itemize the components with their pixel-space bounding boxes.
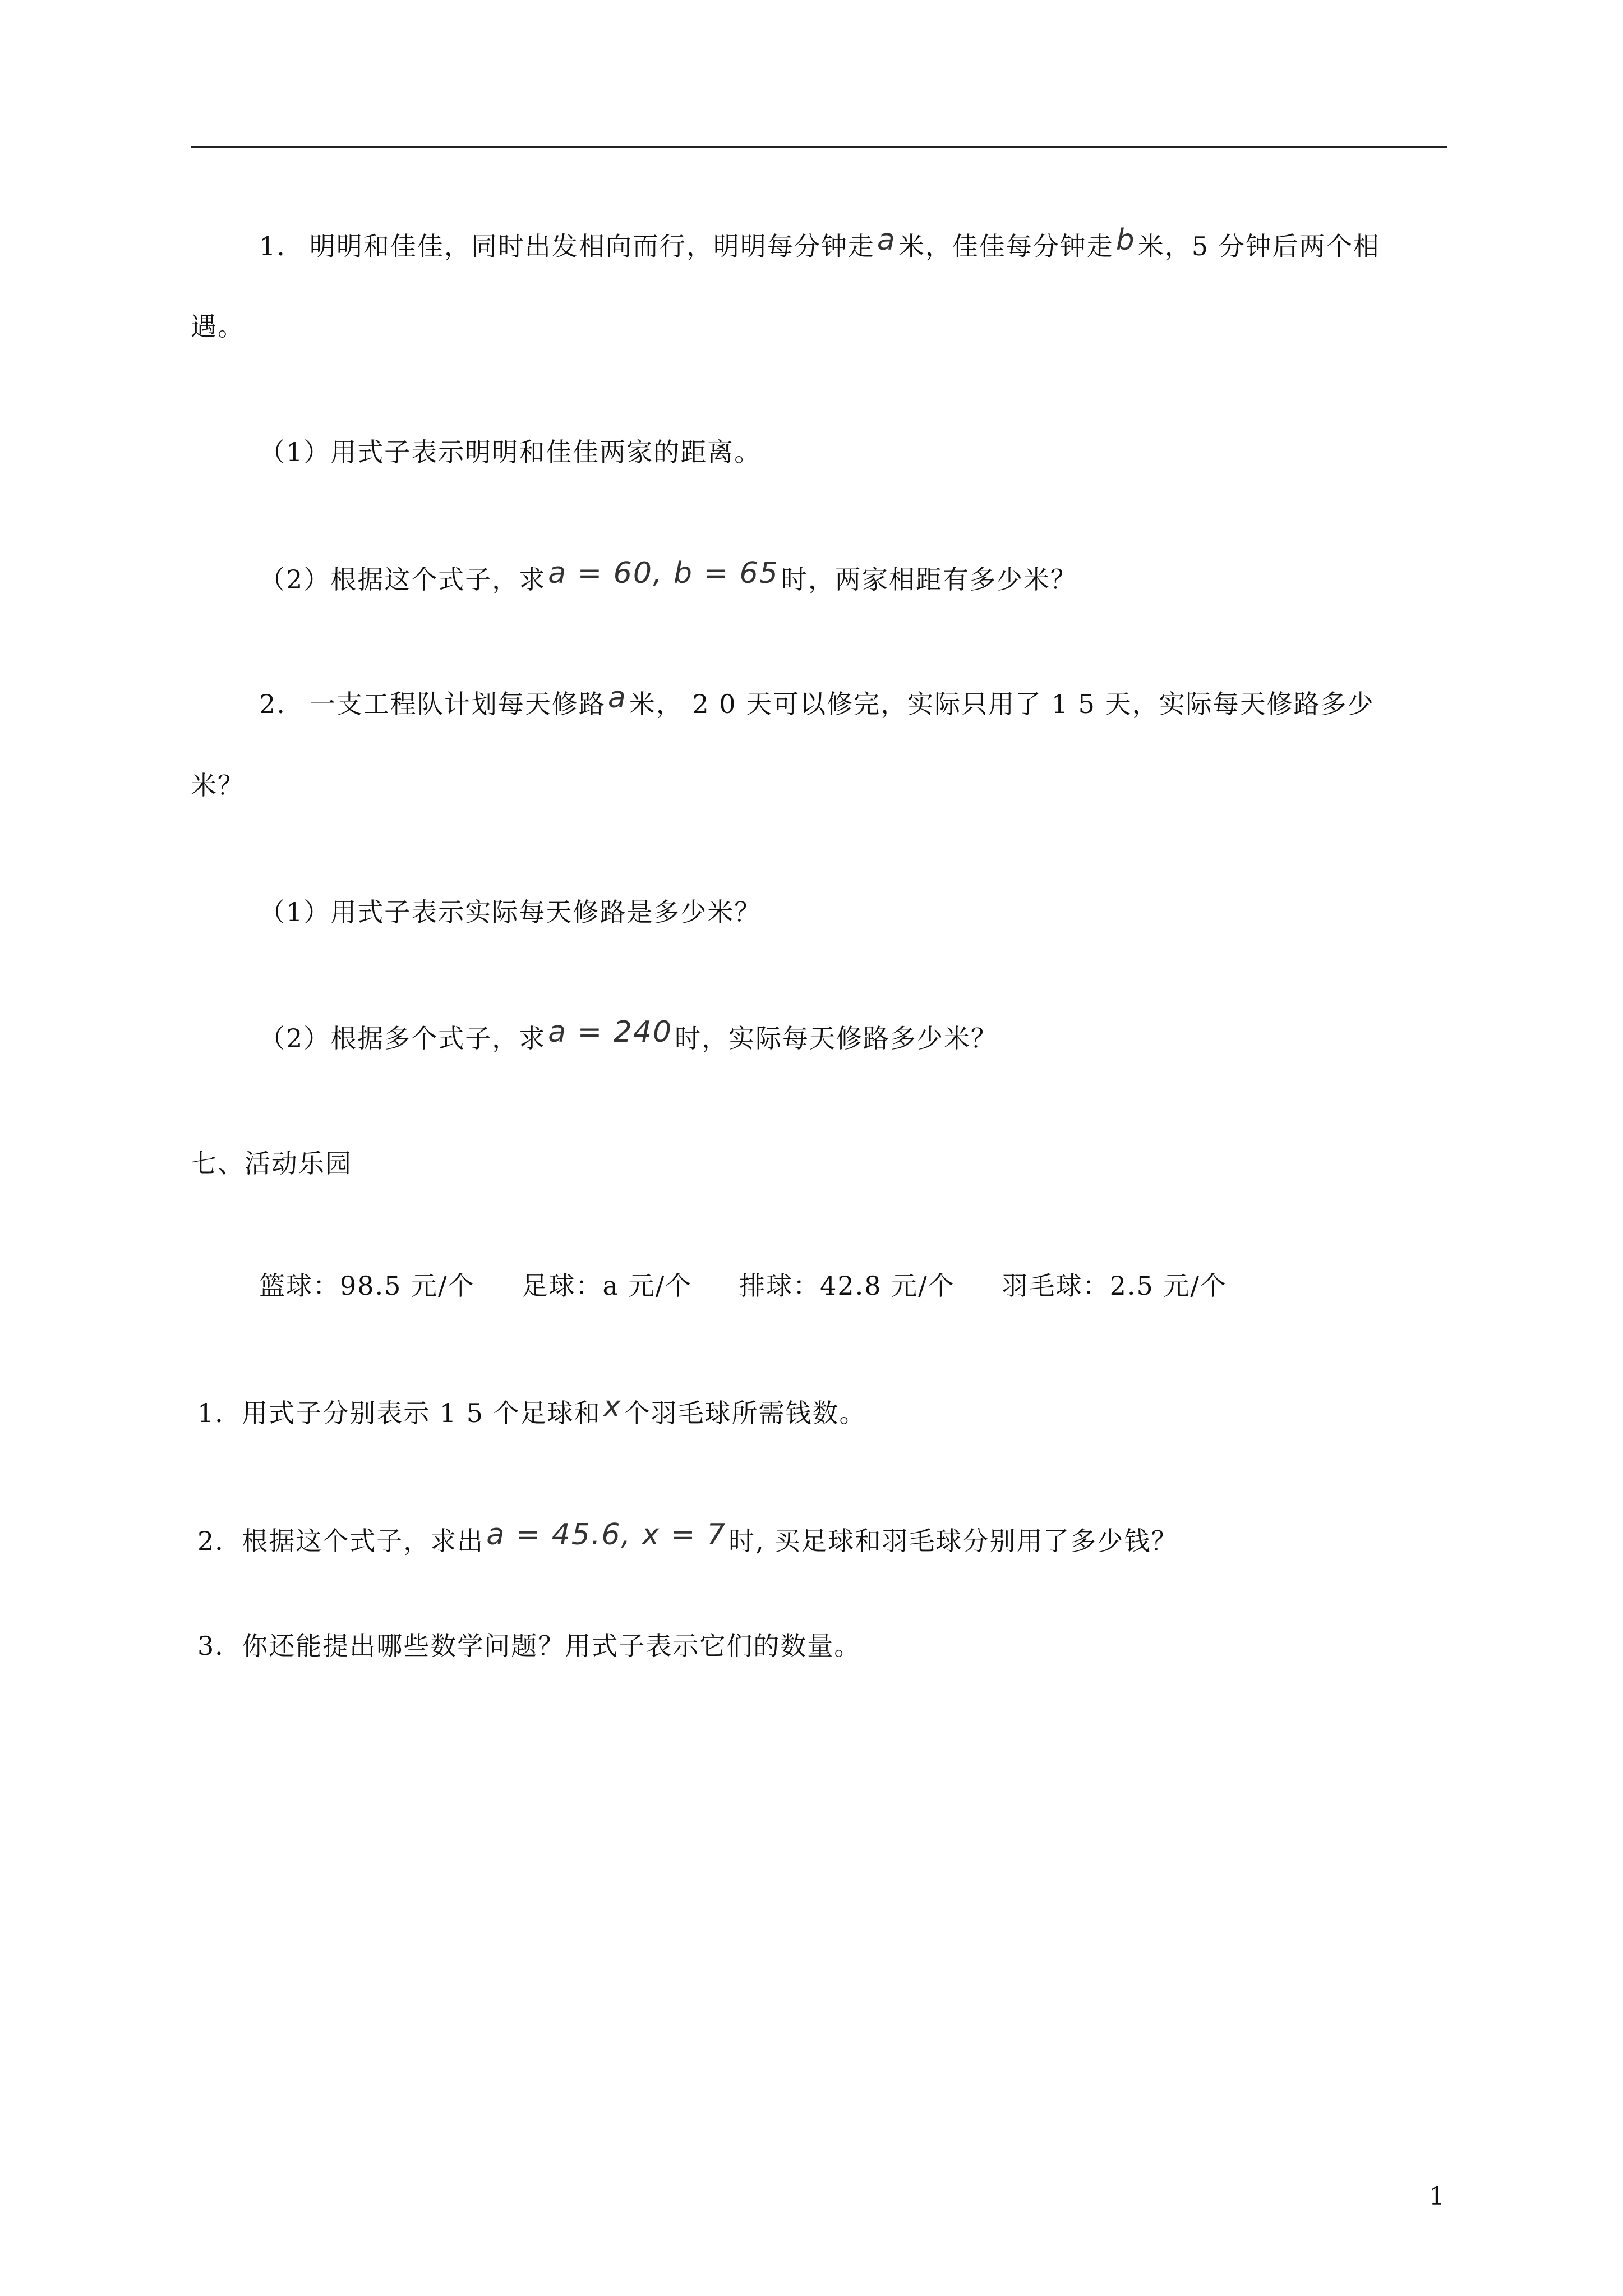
problem-1-line-2: 遇。 [191,311,245,342]
problem-2-q2-text-b: 时，实际每天修路多少米？ [675,1023,998,1053]
activity-question-1 [197,1390,866,1430]
activity-q1-var-x: x [603,1390,622,1424]
activity-q2-text-a: 2．根据这个式子，求出 [197,1526,485,1556]
problem-1-subquestion-2 [259,556,1077,596]
problem-2-var-a: a [607,681,627,715]
problem-1-var-b: b [1115,223,1136,257]
problem-1-text-b: 米，佳佳每分钟走 [898,231,1114,261]
page-number: 1 [1429,2182,1445,2211]
problem-1-q2-text-b: 时，两家相距有多少米？ [781,564,1077,595]
price-basketball: 篮球：98.5 元/个 [259,1271,475,1301]
price-shuttlecock: 羽毛球：2.5 元/个 [1002,1271,1227,1301]
problem-1-var-a: a [877,223,896,257]
header-rule [191,146,1447,148]
problem-1-text-a: 明明和佳佳，同时出发相向而行，明明每分钟走 [309,231,875,261]
problem-1-subquestion-1: （1）用式子表示明明和佳佳两家的距离。 [259,437,762,467]
problem-1-q2-text-a: （2）根据这个式子，求 [259,564,546,595]
activity-q1-text-b: 个羽毛球所需钱数。 [624,1398,866,1428]
problem-2-subquestion-2 [259,1015,998,1055]
section-title: 七、活动乐园 [191,1148,352,1179]
problem-2-line-1 [259,681,1375,721]
problem-2-q2-expression: a = 240 [548,1015,673,1049]
problem-2-line-2: 米？ [191,770,245,800]
problem-2-text-b: 米， 2 0 天可以修完，实际只用了 1 5 天，实际每天修路多少 [629,689,1375,719]
activity-q2-text-b: 时, 买足球和羽毛球分别用了多少钱？ [728,1526,1178,1556]
problem-1-number: 1. [259,231,286,261]
problem-2-text-a: 一支工程队计划每天修路 [309,689,606,719]
price-football: 足球：a 元/个 [522,1271,693,1301]
activity-question-3: 3．你还能提出哪些数学问题？用式子表示它们的数量。 [197,1631,861,1661]
problem-2-q2-text-a: （2）根据多个式子，求 [259,1023,546,1053]
problem-1-q2-expression: a = 60, b = 65 [548,556,779,590]
activity-q2-expression: a = 45.6, x = 7 [486,1518,727,1552]
price-list [259,1269,1227,1303]
problem-1-text-c: 米，5 分钟后两个相 [1137,231,1380,261]
price-volleyball: 排球：42.8 元/个 [739,1271,955,1301]
problem-1-line-1 [259,223,1380,263]
activity-question-2 [197,1518,1178,1558]
problem-2-number: 2. [259,689,286,719]
activity-q1-text-a: 1．用式子分别表示 1 5 个足球和 [197,1398,601,1428]
problem-2-subquestion-1: （1）用式子表示实际每天修路是多少米？ [259,897,762,927]
